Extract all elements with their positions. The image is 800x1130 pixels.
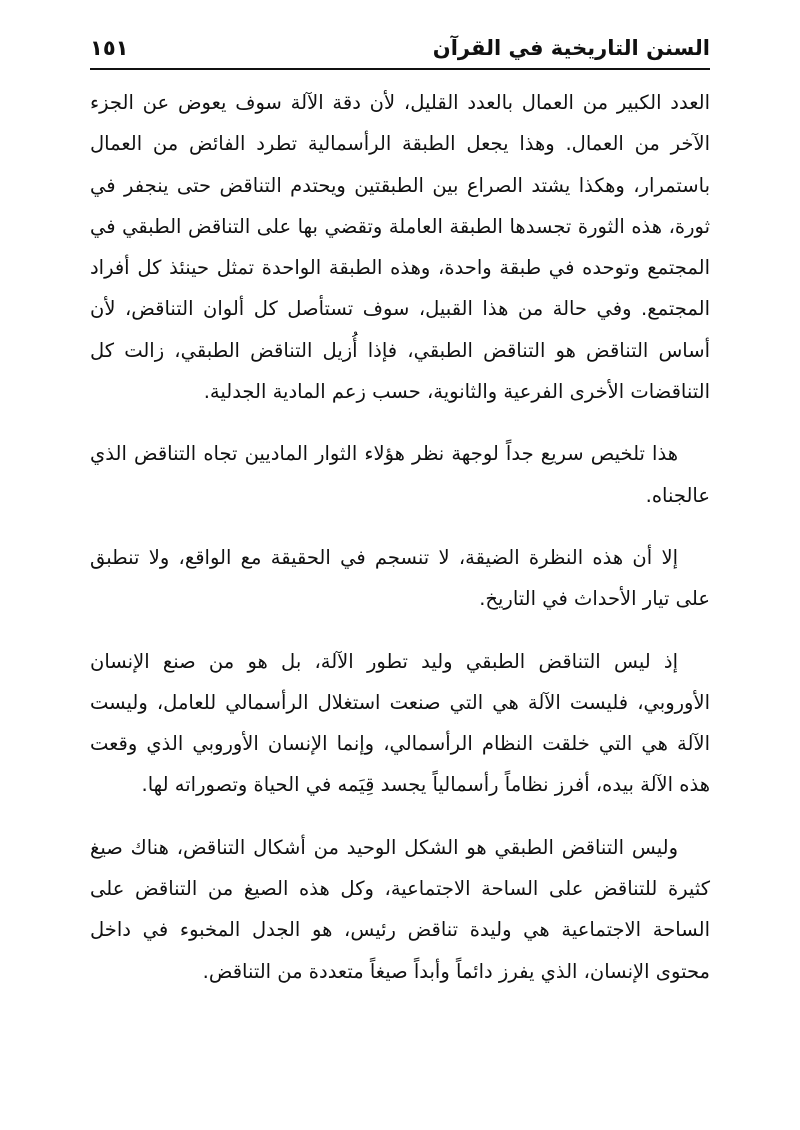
paragraph-1: العدد الكبير من العمال بالعدد القليل، لأن دقة الآلة سوف يعوض عن الجزء الآخر من العمال. وهذا يجعل الطبقة الرأسمالية تطرد الفائض من العمال باستمرار، وهكذا يشتد الصراع بين الطبقتين ويحتدم التناقض حتى ينجفر في ثورة، هذه الثورة تجسدها الطبقة العاملة وتقضي بها على التناقض الطبقي في المجتمع وتوحده في طبقة واحدة، وهذه الطبقة الواحدة تمثل حينئذ كل أفراد المجتمع. وفي حالة من هذا القبيل، سوف تستأصل كل ألوان التناقض، لأن أساس التناقض هو التناقض الطبقي، فإذا أُزيل التناقض الطبقي، زالت كل التناقضات الأخرى الفرعية والثانوية، حسب زعم المادية الجدلية. [90,91,710,404]
paragraph-3: إلا أن هذه النظرة الضيقة، لا تنسجم في الحقيقة مع الواقع، ولا تنطبق على تيار الأحداث في التاريخ. [90,545,710,611]
body-text [90,82,710,992]
paragraph-2: هذا تلخيص سريع جداً لوجهة نظر هؤلاء الثوار الماديين تجاه التناقض الذي عالجناه. [90,442,710,507]
paragraph-gap [90,620,710,641]
paragraph-gap [90,412,710,433]
paragraph-5: وليس التناقض الطبقي هو الشكل الوحيد من أشكال التناقض، هناك صيغ كثيرة للتناقض على الساحة الاجتماعية، وكل هذه الصيغ من التناقض على الساحة الاجتماعية هي وليدة تناقض رئيس، هو الجدل المخبوء في داخل محتوى الإنسان، الذي يفرز دائماً وأبداً صيغاً متعددة من التناقض. [90,835,710,983]
header-rule [90,68,710,70]
running-title: السنن التاريخية في القرآن [432,36,710,60]
paragraph-gap [90,516,710,537]
paragraph-4: إذ ليس التناقض الطبقي وليد تطور الآلة، بل هو من صنع الإنسان الأوروبي، فليست الآلة هي التي صنعت استغلال الرأسمالي للعامل، وليست الآلة هي التي خلقت النظام الرأسمالي، وإنما الإنسان الأوروبي الذي وقعت هذه الآلة بيده، أفرز نظاماً رأسمالياً يجسد قِيَمه في الحياة وتصوراته لها. [90,649,710,797]
running-header [90,28,710,68]
paragraph-gap [90,806,710,827]
page-number: ١٥١ [90,36,129,60]
